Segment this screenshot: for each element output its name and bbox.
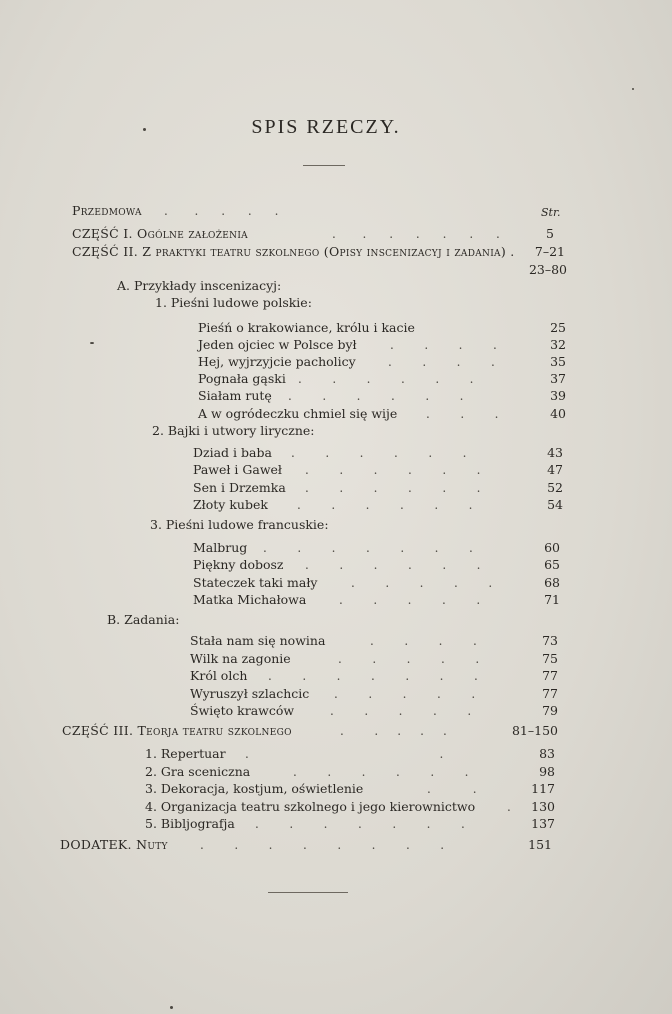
toc-label: Król olch [190,668,248,683]
toc-page: 60 [544,540,560,555]
toc-entry [190,651,558,667]
toc-label: A w ogródeczku chmiel się wije [198,406,398,421]
leader-dots: . . . . . [340,724,447,738]
toc-entry [198,371,566,387]
toc-page: 40 [550,406,566,421]
toc-label: Złoty kubek [193,497,268,512]
toc-page: 77 [542,686,558,701]
toc-label: DODATEK. Nuty [60,837,168,852]
toc-label: 2. Bajki i utwory liryczne: [152,423,315,438]
toc-page: 73 [542,633,558,648]
toc-subsection-polish-songs [155,295,455,311]
page-column-header: Str. [541,206,561,219]
paper-speck [170,1006,173,1009]
toc-entry [193,445,563,461]
toc-page: 32 [550,337,566,352]
toc-label: 3. Pieśni ludowe francuskie: [150,517,329,532]
toc-label: A. Przykłady inscenizacyj: [117,278,282,293]
toc-label: CZĘŚĆ I. Ogólne założenia [72,226,248,241]
toc-page: 151 [528,837,552,852]
toc-section-b [107,612,407,628]
leader-dots: . . . . . [338,652,480,666]
leader-dots: . . [245,747,444,761]
toc-page: 5 [546,226,554,241]
toc-page: 65 [544,557,560,572]
toc-subsection-french-songs [150,517,450,533]
toc-label: CZĘŚĆ III. Teorja teatru szkolnego [62,723,292,738]
toc-entry-foreword [72,203,562,219]
leader-dots: . . . . . . [291,446,467,460]
toc-entry [193,592,560,608]
toc-entry-part-1 [72,226,554,242]
toc-entry [190,668,558,684]
toc-entry [193,497,563,513]
toc-entry [145,799,555,815]
leader-dots: . . . . . . . . [200,838,445,852]
toc-label: B. Zadania: [107,612,180,627]
leader-dots: . . . . [388,355,495,369]
toc-label: Stała nam się nowina [190,633,326,648]
toc-section-a [117,278,417,294]
paper-speck [143,128,146,131]
toc-label: Pieśń o krakowiance, królu i kacie [198,320,415,335]
leader-dots: . . . . . . . [263,541,473,555]
toc-page: 47 [547,462,563,477]
leader-dots: . . . . . . [305,558,481,572]
toc-entry-part-2 [72,244,565,260]
toc-page: 23–80 [528,262,567,277]
toc-entry [145,816,555,832]
paper-speck [90,342,94,344]
leader-dots: . . . . . . . [332,227,500,241]
toc-entry [198,406,566,422]
toc-page: 117 [531,781,555,796]
toc-label: Piękny dobosz [193,557,284,572]
toc-entry [145,781,555,797]
toc-label: 5. Bibljografja [145,816,235,831]
toc-label: CZĘŚĆ II. Z praktyki teatru szkolnego (Opisy inscenizacyj i zadania) . [72,244,515,259]
toc-label: Paweł i Gaweł [193,462,282,477]
toc-label: 2. Gra sceniczna [145,764,251,779]
toc-entry [198,354,566,370]
end-divider [268,892,348,893]
page-title: SPIS RZECZY. [251,116,401,138]
toc-entry [193,575,560,591]
toc-label: Przedmowa [72,203,142,218]
toc-page: 68 [544,575,560,590]
toc-page: 130 [531,799,555,814]
toc-page: 54 [547,497,563,512]
toc-page: 98 [539,764,555,779]
leader-dots: . . . . . . [298,372,474,386]
leader-dots: . . . . . [164,204,279,218]
toc-page: 77 [542,668,558,683]
toc-entry [190,703,558,719]
toc-entry-part-3 [62,723,558,739]
toc-entry [198,388,566,404]
toc-label: Pognała gąski [198,371,286,386]
toc-page: 39 [550,388,566,403]
toc-label: Matka Michałowa [193,592,307,607]
toc-label: 3. Dekoracja, kostjum, oświetlenie [145,781,364,796]
toc-entry [190,686,558,702]
toc-page: 52 [547,480,563,495]
toc-label: Sen i Drzemka [193,480,286,495]
leader-dots: . . . . . [339,593,481,607]
toc-entry [193,462,563,478]
leader-dots: . . . . . . [288,389,464,403]
toc-page: 25 [550,320,566,335]
toc-entry [198,320,566,336]
leader-dots: . . . . [390,338,497,352]
toc-label: Jeden ojciec w Polsce był [198,337,357,352]
toc-label: Święto krawców [190,703,295,718]
toc-page: 7–21 [534,244,565,259]
leader-dots: . . . . . . . [268,669,478,683]
toc-entry-part-2-pages [72,262,567,278]
toc-label: 4. Organizacja teatru szkolnego i jego kierownictwo [145,799,476,814]
toc-page: 37 [550,371,566,386]
title-divider [303,165,345,166]
toc-entry [145,746,555,762]
toc-page: 79 [542,703,558,718]
toc-page: 35 [550,354,566,369]
leader-dots: . . . . . . [297,498,473,512]
toc-entry [193,480,563,496]
toc-label: Dziad i baba [193,445,272,460]
leader-dots: . . [427,782,477,796]
leader-dots: . . . . . . [305,463,481,477]
leader-dots: . . . . . . . [255,817,465,831]
toc-entry [193,540,560,556]
toc-label: Wyruszył szlachcic [190,686,310,701]
paper-speck [632,88,634,90]
toc-label: Malbrug [193,540,248,555]
toc-page: 81–150 [511,723,558,738]
toc-label: Hej, wyjrzyjcie pacholicy [198,354,356,369]
toc-entry [190,633,558,649]
toc-page: 137 [531,816,555,831]
leader-dots: . . . . . [351,576,493,590]
toc-label: Stateczek taki mały [193,575,318,590]
leader-dots: . . . . . [334,687,476,701]
toc-label: 1. Pieśni ludowe polskie: [155,295,312,310]
toc-page: 71 [544,592,560,607]
toc-label: Siałam rutę [198,388,272,403]
toc-label: Wilk na zagonie [190,651,291,666]
toc-page: 83 [539,746,555,761]
toc-entry [193,557,560,573]
toc-subsection-fables [152,423,452,439]
toc-label: 1. Repertuar [145,746,226,761]
leader-dots: . [507,800,511,814]
toc-page: 43 [547,445,563,460]
toc-entry [145,764,555,780]
leader-dots: . . . . . . [305,481,481,495]
leader-dots: . . . [426,407,499,421]
leader-dots: . . . . . [330,704,472,718]
leader-dots: . . . . [370,634,477,648]
toc-page: 75 [542,651,558,666]
toc-entry [198,337,566,353]
leader-dots: . . . . . . [293,765,469,779]
toc-entry-appendix [60,837,552,853]
